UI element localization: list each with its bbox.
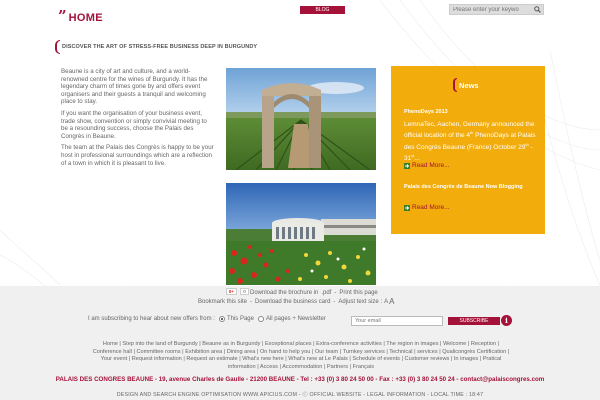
- footer-link[interactable]: Partners: [326, 364, 349, 371]
- footer-link[interactable]: Our team: [314, 348, 339, 355]
- read-more-link[interactable]: Read More...: [404, 162, 450, 169]
- link-separator: |: [260, 341, 265, 347]
- link-separator: |: [466, 341, 471, 347]
- footer-link[interactable]: Schedule of events: [352, 356, 400, 363]
- link-separator: |: [322, 364, 327, 371]
- footer-link[interactable]: Français: [352, 364, 375, 371]
- link-separator: |: [180, 348, 186, 355]
- link-separator: |: [384, 348, 390, 355]
- footer-link[interactable]: Qualicongrès Certification: [442, 348, 507, 355]
- business-card-link[interactable]: Download the business card: [255, 298, 331, 305]
- link-separator: |: [277, 364, 283, 371]
- link-separator: |: [222, 348, 227, 355]
- palais-building-photo: [226, 183, 376, 285]
- text-size-large-button[interactable]: A: [389, 297, 395, 306]
- footer-link[interactable]: What's new here: [242, 356, 284, 363]
- bracket-icon: [453, 78, 457, 92]
- download-brochure-link[interactable]: Download the brochure in: [250, 290, 319, 296]
- footer-link[interactable]: Accommodation: [282, 364, 323, 371]
- news-panel: [391, 66, 545, 234]
- footer-link[interactable]: Turnkey services: [342, 348, 385, 355]
- footer-link[interactable]: The region in images: [386, 341, 439, 347]
- footer-link[interactable]: Reception: [470, 341, 497, 347]
- arrow-icon: [404, 163, 410, 169]
- news-item-title: PhenoDays 2013: [404, 109, 448, 115]
- footer-link[interactable]: Beaune as in Burgundy: [202, 341, 261, 347]
- footer-link[interactable]: Exceptional places: [264, 341, 312, 347]
- link-separator: |: [347, 356, 353, 363]
- footer-link[interactable]: Technical: [389, 348, 413, 355]
- intro-paragraph-3: The team at the Palais des Congrès is happy to be your host in professional surroundings which are a reflection of a town in which it is pleasant to live.: [61, 144, 214, 167]
- link-separator: |: [197, 341, 203, 347]
- footer-link[interactable]: Customer reviews: [404, 356, 450, 363]
- footer-link[interactable]: What's new at Le Palais: [288, 356, 348, 363]
- bracket-icon: [55, 40, 60, 54]
- footer-link[interactable]: Extra-conference activities: [316, 341, 382, 347]
- footer-link[interactable]: Access: [259, 364, 278, 371]
- link-separator: |: [399, 356, 405, 363]
- link-separator: |: [449, 356, 454, 363]
- newsletter-row: [88, 316, 326, 322]
- section-heading-text: DISCOVER THE ART OF STRESS-FREE BUSINESS DEEP IN BURGUNDY: [62, 44, 258, 50]
- link-separator: |: [496, 341, 500, 347]
- text-size-label: Adjust text size :: [338, 298, 383, 305]
- link-separator: |: [131, 348, 137, 355]
- footer-link[interactable]: Committee rooms: [136, 348, 181, 355]
- print-link[interactable]: Print this page: [339, 290, 378, 296]
- footer-link[interactable]: Pratical information: [227, 356, 502, 371]
- page-title: [58, 9, 103, 24]
- search-icon: [534, 6, 541, 13]
- footer-link[interactable]: services: [417, 348, 438, 355]
- footer-link[interactable]: Conference hall: [92, 348, 132, 355]
- link-separator: |: [348, 364, 353, 371]
- link-separator: |: [255, 348, 260, 355]
- arrow-icon: [404, 205, 410, 211]
- news-heading: [453, 78, 479, 92]
- news-title: News: [459, 80, 479, 90]
- footer-link[interactable]: On hand to help you: [259, 348, 311, 355]
- link-separator: |: [506, 348, 510, 355]
- footer-link[interactable]: Your event: [100, 356, 128, 363]
- google-plus-button[interactable]: 8+: [226, 288, 237, 295]
- footer-link[interactable]: Request an estimate: [186, 356, 238, 363]
- bookmark-link[interactable]: Bookmark this site: [198, 298, 248, 305]
- subscribe-button[interactable]: SUBSCRIBE: [448, 317, 500, 325]
- email-field[interactable]: Your email: [351, 316, 443, 326]
- news-item-body: LemnaTec, Aachen, Germany announced the official location of the 4th PhenoDays at Palais des Congrès Beaune (France) October 29th - 31st...: [404, 121, 536, 163]
- link-separator: |: [437, 348, 443, 355]
- radio-all-pages[interactable]: [258, 316, 264, 322]
- link-separator: |: [117, 341, 123, 347]
- footer-link[interactable]: Home: [102, 341, 118, 347]
- link-separator: |: [311, 341, 317, 347]
- legal-bar: DESIGN AND SEARCH ENGINE OPTIMISATION WWW.APICIUS.COM - Ⓒ OFFICIAL WEBSITE - LEGAL INFORMATION - LOCAL TIME : 18:47: [116, 392, 484, 398]
- news-item-title: Palais des Congrès de Beaune Now Blogging: [404, 184, 523, 190]
- read-more-link[interactable]: Read More...: [404, 204, 450, 211]
- footer-link[interactable]: In images: [453, 356, 479, 363]
- link-separator: |: [127, 356, 132, 363]
- quote-mark-icon: ”: [58, 7, 67, 25]
- link-separator: |: [310, 348, 315, 355]
- footer-links: [92, 341, 510, 372]
- section-heading: [55, 40, 257, 54]
- footer-link[interactable]: Request information: [131, 356, 182, 363]
- intro-paragraph-2: If you want the organisation of your business event, trade show, convention or simply convivial meeting to be a resounding success, choose the Palais des Congrès in Beaune.: [61, 109, 207, 140]
- link-separator: |: [255, 364, 260, 371]
- radio-this-page[interactable]: [219, 316, 225, 322]
- vineyard-gate-photo: [226, 68, 376, 170]
- link-separator: |: [237, 356, 243, 363]
- link-separator: |: [438, 341, 444, 347]
- footer-link[interactable]: Step into the land of Burgundy: [122, 341, 198, 347]
- footer-link[interactable]: Welcome: [443, 341, 467, 347]
- info-icon[interactable]: i: [501, 315, 512, 326]
- search-box: [449, 4, 544, 15]
- footer-link[interactable]: Dining area: [226, 348, 256, 355]
- link-separator: |: [381, 341, 387, 347]
- page-title-text: HOME: [68, 12, 103, 24]
- tools-row: Bookmark this site - Download the business card - Adjust text size : A A: [198, 297, 395, 306]
- download-format[interactable]: .pdf: [321, 290, 332, 296]
- link-separator: |: [283, 356, 289, 363]
- contact-address: PALAIS DES CONGRES BEAUNE - 19, avenue Charles de Gaulle - 21200 BEAUNE - Tel : +33 (0) 3 80 24 50 00 - Fax : +33 (0) 3 80 24 50 24 - contact@palaiscongres.com: [55, 376, 545, 383]
- link-separator: |: [478, 356, 483, 363]
- intro-paragraph-1: Beaune is a city of art and culture, and a world-renowned centre for the wines of Burgundy. It has the legendary charm of times gone by and offers event organisers and their guests a tranquil and welcoming place to stay.: [61, 68, 208, 106]
- google-plus-count: 0: [240, 288, 249, 295]
- text-size-small-button[interactable]: A: [384, 298, 389, 305]
- link-separator: |: [412, 348, 418, 355]
- blog-button[interactable]: BLOG: [300, 6, 345, 14]
- newsletter-label: I am subscribing to hear about new offers from :: [88, 316, 215, 322]
- radio-this-page-label: This Page: [226, 316, 254, 322]
- radio-all-pages-label: All pages + Newsletter: [265, 316, 326, 322]
- search-button[interactable]: [532, 5, 542, 14]
- footer-link[interactable]: Exhibition area: [185, 348, 223, 355]
- search-input[interactable]: [450, 5, 532, 14]
- link-separator: |: [338, 348, 343, 355]
- download-row: Download the brochure in .pdf - Print this page: [250, 290, 378, 296]
- intro-text: [61, 68, 215, 171]
- link-separator: |: [181, 356, 187, 363]
